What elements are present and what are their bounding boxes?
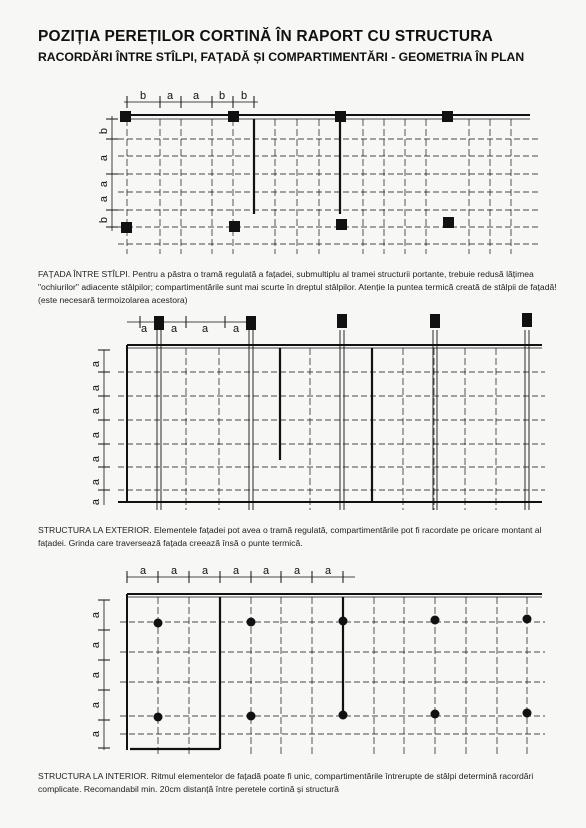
dim-label: a — [166, 90, 174, 102]
dim-label: a — [90, 498, 102, 506]
plan-diagram-structure-exterior — [0, 310, 586, 515]
dim-label: a — [201, 565, 209, 577]
dim-label: a — [201, 323, 209, 335]
dim-label: a — [192, 90, 200, 102]
column-square — [229, 221, 240, 232]
dim-label: a — [232, 565, 240, 577]
dim-label: a — [90, 641, 102, 649]
column-dot — [431, 710, 440, 719]
column-square — [228, 111, 239, 122]
dim-label: a — [170, 565, 178, 577]
column-marker — [522, 313, 532, 327]
column-dot — [523, 615, 532, 624]
dim-label: a — [98, 180, 110, 188]
dim-label: a — [90, 478, 102, 486]
column-dot — [154, 713, 163, 722]
column-dot — [339, 617, 348, 626]
dim-label: b — [98, 127, 110, 135]
dim-label: b — [218, 90, 226, 102]
dim-label: a — [90, 701, 102, 709]
page-subtitle: RACORDĂRI ÎNTRE STÎLPI, FAȚADĂ ȘI COMPARTIMENTĂRI - GEOMETRIA ÎN PLAN — [38, 50, 525, 64]
column-marker — [246, 316, 256, 330]
plan-diagram-facade-between-columns — [0, 86, 586, 266]
column-marker — [337, 314, 347, 328]
dim-label: a — [139, 565, 147, 577]
dim-label: a — [324, 565, 332, 577]
dim-label: a — [98, 154, 110, 162]
dim-label: a — [90, 384, 102, 392]
dim-label: a — [232, 323, 240, 335]
dim-label: b — [98, 216, 110, 224]
dim-label: a — [262, 565, 270, 577]
column-square — [336, 219, 347, 230]
dim-label: a — [90, 455, 102, 463]
column-dot — [431, 616, 440, 625]
dim-label: b — [139, 90, 147, 102]
column-dot — [523, 709, 532, 718]
column-square — [120, 111, 131, 122]
plan-diagram-structure-interior — [0, 560, 586, 760]
dim-label: a — [90, 431, 102, 439]
dim-label: a — [293, 565, 301, 577]
column-square — [443, 217, 454, 228]
dim-label: a — [90, 407, 102, 415]
column-dot — [339, 711, 348, 720]
dim-label: a — [90, 671, 102, 679]
column-square — [335, 111, 346, 122]
column-dot — [154, 619, 163, 628]
dim-label: a — [90, 730, 102, 738]
dim-label: a — [170, 323, 178, 335]
column-marker — [430, 314, 440, 328]
dim-label: a — [98, 195, 110, 203]
column-square — [442, 111, 453, 122]
column-dot — [247, 618, 256, 627]
caption-facade-between-columns: FAȚADA ÎNTRE STÎLPI. Pentru a păstra o tramă regulată a fațadei, submultiplu al tramei structurii portante, trebuie redusă lățimea "ochiurilor" adiacente stâlpilor; compartimentările sunt mai scurte în dreptul stâlpilor. Atenție la puntea termică creată de stâlpii de fațadă! (este necesară termoizolarea acestora) — [38, 269, 557, 305]
column-marker — [154, 316, 164, 330]
dim-label: b — [240, 90, 248, 102]
caption-structure-exterior: STRUCTURA LA EXTERIOR. Elementele fațadei pot avea o tramă regulată, compartimentările pot fi racordate pe oricare montant al fațadei. Grinda care traversează fațada creează însă o punte termică. — [38, 525, 542, 548]
column-square — [121, 222, 132, 233]
dim-label: a — [140, 323, 148, 335]
dim-label: a — [90, 611, 102, 619]
caption-structure-interior: STRUCTURA LA INTERIOR. Ritmul elementelor de fațadă poate fi unic, compartimentările întrerupte de stâlpi determină racordări complicate. Recomandabil min. 20cm distanță între peretele cortină și structură — [38, 771, 534, 794]
dim-label: a — [90, 360, 102, 368]
page-title: POZIȚIA PEREȚILOR CORTINĂ ÎN RAPORT CU STRUCTURA — [38, 28, 494, 45]
column-dot — [247, 712, 256, 721]
